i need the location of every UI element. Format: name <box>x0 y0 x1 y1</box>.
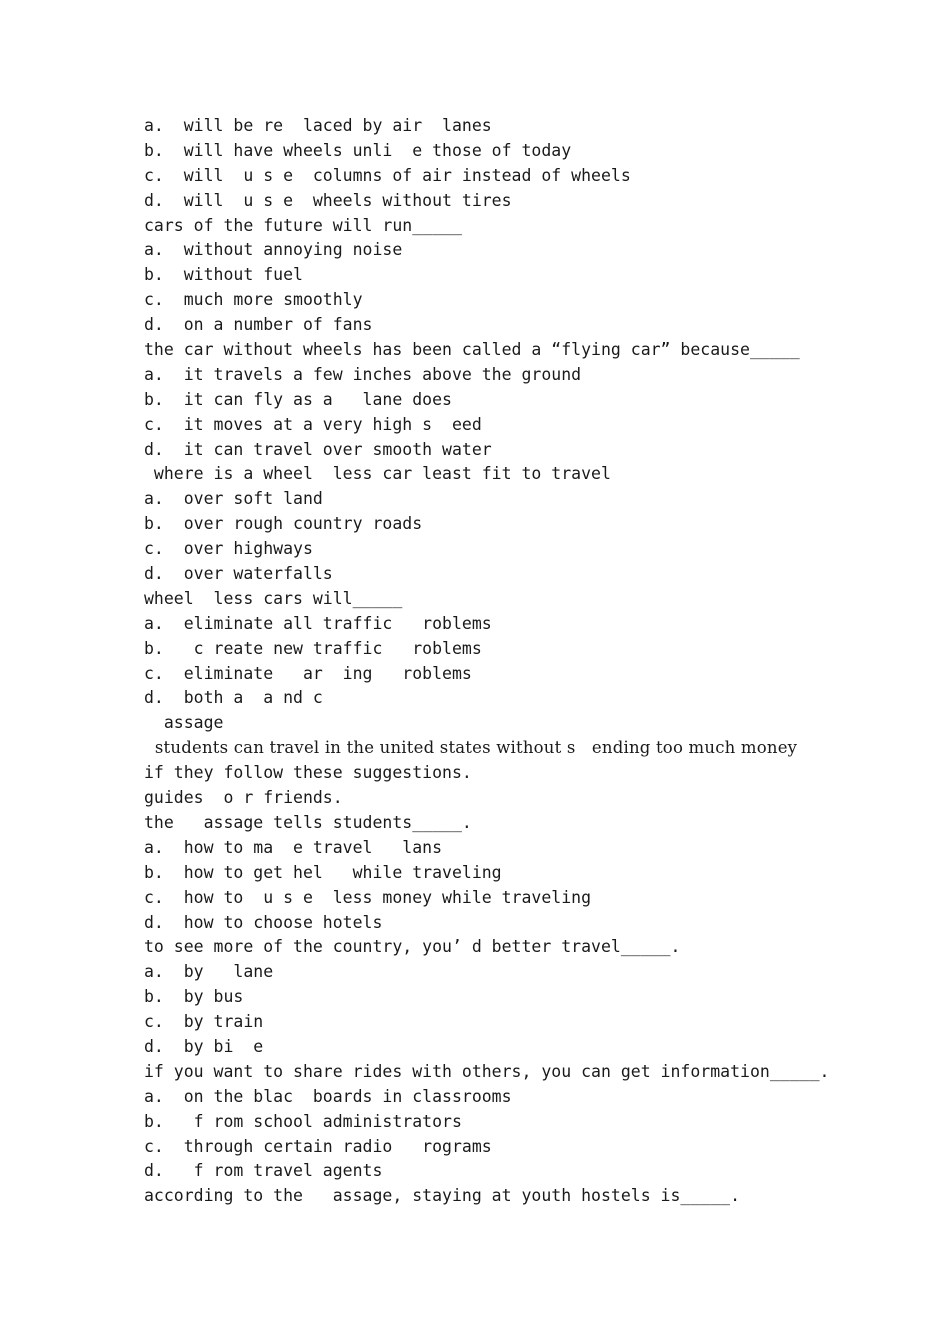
text-line: d. both a a nd c <box>144 688 323 708</box>
text-line: b. by bus <box>144 987 244 1007</box>
text-line: assage <box>144 713 224 733</box>
text-line: c. much more smoothly <box>144 290 363 310</box>
text-line: according to the assage, staying at youth hostels is_____. <box>144 1186 741 1206</box>
text-line: b. c reate new traffic roblems <box>144 638 482 658</box>
text-line: b. how to get hel while traveling <box>144 862 502 882</box>
text-line: c. through certain radio rograms <box>144 1136 492 1156</box>
text-line: a. how to ma e travel lans <box>144 837 443 857</box>
text-line: a. on the blac boards in classrooms <box>144 1086 512 1106</box>
text-line: a. will be re laced by air lanes <box>144 116 492 135</box>
text-line: b. f rom school administrators <box>144 1111 462 1131</box>
text-line: the assage tells students_____. <box>144 812 472 832</box>
text-line: c. over highways <box>144 539 313 559</box>
text-line: cars of the future will run_____ <box>144 215 462 235</box>
text-line: c. by train <box>144 1012 264 1032</box>
text-line: b. without fuel <box>144 265 303 285</box>
text-line: wheel less cars will_____ <box>144 588 403 608</box>
text-line: b. over rough country roads <box>144 514 423 534</box>
text-line: a. it travels a few inches above the ground <box>144 364 582 384</box>
text-line: b. will have wheels unli e those of today <box>144 140 572 160</box>
text-line: where is a wheel less car least fit to travel <box>144 464 611 484</box>
text-line: a. eliminate all traffic roblems <box>144 613 492 633</box>
text-line: d. it can travel over smooth water <box>144 439 492 459</box>
text-line: if you want to share rides with others, you can get information_____. <box>144 1061 830 1081</box>
text-line: guides o r friends. <box>144 788 343 808</box>
text-line: to see more of the country, you’ d better travel_____. <box>144 937 681 957</box>
text-line: the car without wheels has been called a “flying car” because_____ <box>144 340 800 360</box>
text-line: c. eliminate ar ing roblems <box>144 663 472 683</box>
text-line: c. will u s e columns of air instead of wheels <box>144 165 631 185</box>
text-line: d. f rom travel agents <box>144 1161 383 1181</box>
text-line: d. how to choose hotels <box>144 912 383 932</box>
text-line: students can travel in the united states without s ending too much money <box>144 738 798 758</box>
text-line: a. over soft land <box>144 489 323 509</box>
text-line: a. without annoying noise <box>144 240 403 260</box>
text-line: c. how to u s e less money while traveling <box>144 887 592 907</box>
text-line: a. by lane <box>144 962 274 982</box>
text-line: c. it moves at a very high s eed <box>144 414 482 434</box>
text-line: d. will u s e wheels without tires <box>144 190 512 210</box>
text-line: d. over waterfalls <box>144 564 333 584</box>
text-line: d. on a number of fans <box>144 315 373 335</box>
text-line: b. it can fly as a lane does <box>144 389 452 409</box>
text-line: if they follow these suggestions. <box>144 763 472 783</box>
text-line: d. by bi e <box>144 1036 264 1056</box>
document-body <box>144 114 844 1209</box>
